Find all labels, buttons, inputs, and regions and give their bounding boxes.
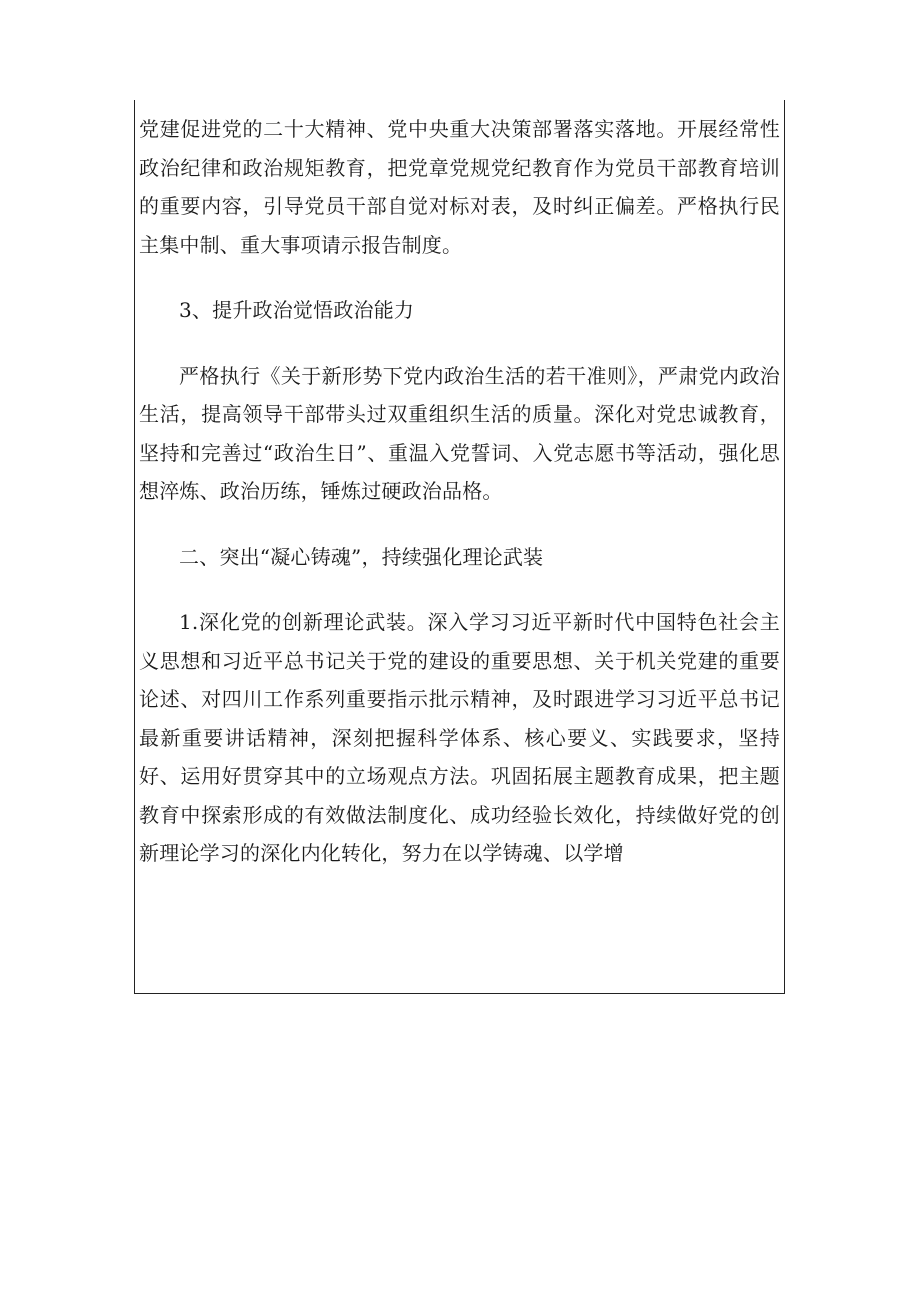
bordered-content-frame (134, 100, 785, 994)
heading-theory-armament: 二、突出“凝心铸魂”，持续强化理论武装 (179, 544, 544, 569)
document-body (139, 110, 780, 873)
paragraph-gap (139, 576, 780, 603)
paragraph-gap (139, 511, 780, 538)
paragraph-gap (139, 264, 780, 291)
paragraph-party-building: 党建促进党的二十大精神、党中央重大决策部署落实落地。开展经常性政治纪律和政治规矩教育，把党章党规党纪教育作为党员干部教育培训的重要内容，引导党员干部自觉对标对表，及时纠正偏差。严格执行民主集中制、重大事项请示报告制度。 (139, 117, 780, 257)
paragraph-innovative-theory: 1.深化党的创新理论武装。深入学习习近平新时代中国特色社会主义思想和习近平总书记关于党的建设的重要思想、关于机关党建的重要论述、对四川工作系列重要指示批示精神，及时跟进学习习近平总书记最新重要讲话精神，深刻把握科学体系、核心要义、实践要求，坚持好、运用好贯穿其中的立场观点方法。巩固拓展主题教育成果，把主题教育中探索形成的有效做法制度化、成功经验长效化，持续做好党的创新理论学习的深化内化转化，努力在以学铸魂、以学增 (139, 610, 780, 865)
heading-political-awareness: 3、提升政治觉悟政治能力 (179, 298, 415, 322)
paragraph-gap (139, 330, 780, 357)
paragraph-political-life: 严格执行《关于新形势下党内政治生活的若干准则》，严肃党内政治生活，提高领导干部带头过双重组织生活的质量。深化对党忠诚教育，坚持和完善过“政治生日”、重温入党誓词、入党志愿书等活动，强化思想淬炼、政治历练，锤炼过硬政治品格。 (139, 363, 780, 503)
